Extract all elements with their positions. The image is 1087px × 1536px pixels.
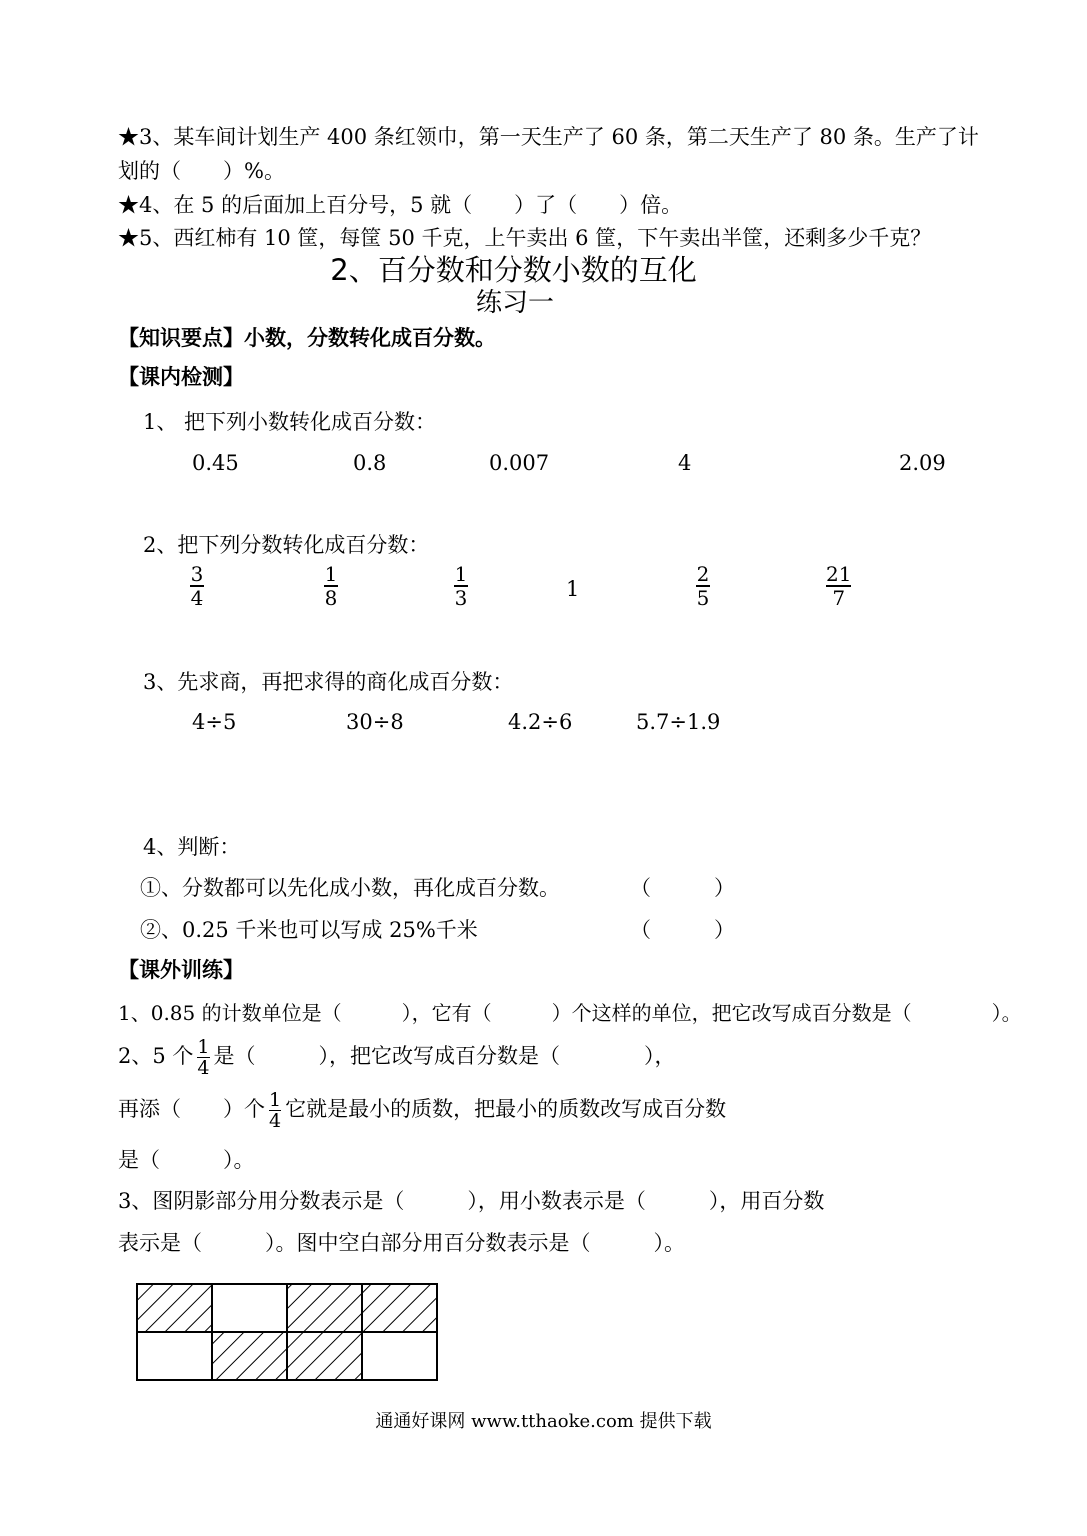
numerator: 3 (190, 562, 204, 586)
fraction (197, 1037, 209, 1078)
classroom-label: 【课内检测】 (118, 365, 244, 389)
text: 再添（ ）个 (118, 1097, 265, 1121)
q1-value: 2.09 (899, 451, 946, 475)
extra-label: 【课外训练】 (118, 958, 244, 982)
q1-value: 4 (678, 451, 692, 475)
shaded-cell (137, 1284, 212, 1332)
extra-q2-line2 (118, 1085, 726, 1133)
section-title: 2、百分数和分数小数的互化 (330, 253, 697, 287)
judgment-item: ②、0.25 千米也可以写成 25%千米 (140, 918, 478, 942)
footer: 通通好课网 www.tthaoke.com 提供下载 (375, 1411, 712, 1432)
whole-number: 1 (566, 577, 580, 601)
numerator: 21 (826, 562, 852, 586)
extra-q3-line1: 3、图阴影部分用分数表示是（ ），用小数表示是（ ），用百分数 (118, 1189, 825, 1213)
shaded-cell (287, 1332, 362, 1380)
numerator: 1 (324, 562, 338, 586)
fraction (696, 563, 710, 609)
denominator: 8 (324, 586, 338, 610)
q1-value: 0.007 (489, 451, 550, 475)
denominator: 7 (832, 586, 846, 610)
numerator: 2 (696, 562, 710, 586)
q3-expression: 30÷8 (346, 710, 404, 734)
denominator: 5 (696, 586, 710, 610)
extra-q2-line3: 是（ ）。 (118, 1148, 255, 1172)
problem-5: ★5、西红柿有 10 筐，每筐 50 千克，上午卖出 6 筐，下午卖出半筐，还剩多少千克？ (118, 226, 932, 250)
q2-prompt: 2、把下列分数转化成百分数： (143, 533, 430, 557)
shaded-cell (362, 1284, 437, 1332)
q3-expression: 5.7÷1.9 (636, 710, 721, 734)
denominator: 4 (269, 1110, 282, 1132)
extra-q3-line2: 表示是（ ）。图中空白部分用百分数表示是（ ）。 (118, 1231, 685, 1255)
denominator: 4 (197, 1057, 210, 1079)
text: 它就是最小的质数，把最小的质数改写成百分数 (285, 1097, 727, 1121)
knowledge-label: 【知识要点】 (118, 326, 244, 350)
q4-prompt: 4、判断： (143, 835, 241, 859)
q1-prompt: 1、 把下列小数转化成百分数： (143, 410, 437, 434)
text: 是（ ），把它改写成百分数是（ ）， (213, 1044, 676, 1068)
knowledge-points (118, 323, 496, 353)
fraction (324, 563, 338, 609)
text: 2、5 个 (118, 1044, 194, 1068)
shaded-grid-figure (135, 1282, 441, 1382)
q1-value: 0.45 (192, 451, 239, 475)
fraction (190, 563, 204, 609)
problem-4: ★4、在 5 的后面加上百分号，5 就（ ）了（ ）倍。 (118, 193, 683, 217)
fraction (269, 1090, 281, 1131)
shaded-cell (212, 1332, 287, 1380)
extra-q1: 1、0.85 的计数单位是（ ），它有（ ）个这样的单位，把它改写成百分数是（ ）。 (118, 1001, 1022, 1025)
numerator: 1 (454, 562, 468, 586)
numerator: 1 (197, 1036, 210, 1058)
sub-title: 练习一 (475, 288, 554, 318)
problem-3-line1: ★3、某车间计划生产 400 条红领巾，第一天生产了 60 条，第二天生产了 80 条。生产了计 (118, 125, 979, 149)
knowledge-text: 小数，分数转化成百分数。 (244, 326, 496, 350)
q3-expression: 4÷5 (192, 710, 237, 734)
denominator: 4 (190, 586, 204, 610)
q3-expression: 4.2÷6 (508, 710, 573, 734)
denominator: 3 (454, 586, 468, 610)
judgment-item: ①、分数都可以先化成小数，再化成百分数。 (140, 876, 560, 900)
numerator: 1 (269, 1089, 282, 1111)
q3-prompt: 3、先求商，再把求得的商化成百分数： (143, 670, 514, 694)
fraction (826, 563, 851, 609)
judgment-paren: （ ） (630, 876, 735, 900)
fraction (454, 563, 468, 609)
problem-3-line2: 划的（ ）%。 (118, 159, 285, 183)
shaded-cell (287, 1284, 362, 1332)
blank-cell (137, 1332, 212, 1380)
judgment-paren: （ ） (630, 918, 735, 942)
q1-value: 0.8 (353, 451, 387, 475)
extra-q2-line1 (118, 1032, 676, 1080)
blank-cell (362, 1332, 437, 1380)
blank-cell (212, 1284, 287, 1332)
